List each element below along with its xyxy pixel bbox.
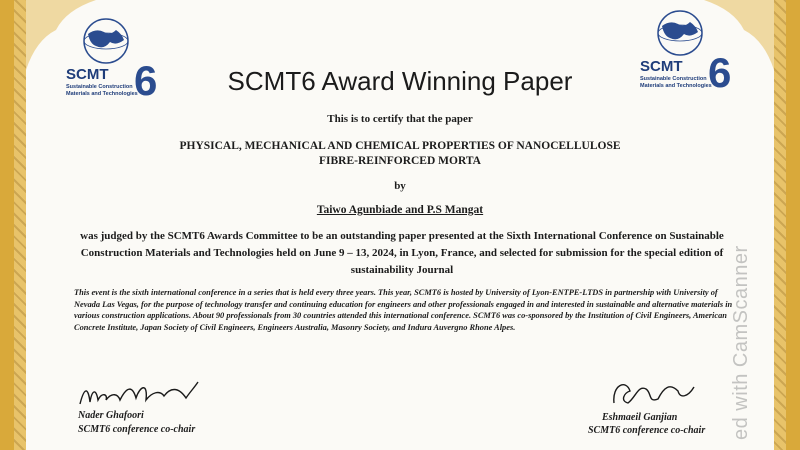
paper-title-line1: PHYSICAL, MECHANICAL AND CHEMICAL PROPERTIES OF NANOCELLULOSE (179, 140, 621, 152)
logo-acronym: SCMT (640, 58, 683, 75)
paper-title-line2: FIBRE-REINFORCED MORTA (319, 155, 481, 167)
logo-subtitle: Sustainable Construction Materials and Technologies (640, 76, 712, 89)
signature-role-left: SCMT6 conference co-chair (78, 424, 196, 435)
by-line: by (394, 180, 406, 192)
event-description: This event is the sixth international conference in a series that is held every three years. This year, SCMT6 is hosted by University of Lyon-ENTPE-LTDS in partnership with University of Nevada Las Vegas, for the purpose of technology transfer and continuing education for engineers and other professionals engaged in and interested in sustainable and alternative materials in various construction applications. About 90 professionals from 30 countries attended this international conference. SCMT6 was co-sponsored by the Institution of Civil Engineers, American Concrete Institute, Japan Society of Civil Engineers, Engineers Australia, Masonry Society, and Indura Auvergno Rhone Alpes. (74, 288, 733, 332)
certify-line: This is to certify that the paper (327, 113, 473, 125)
signature-name-right: Eshmaeil Ganjian (602, 412, 678, 423)
camscanner-watermark: ed with CamScanner (730, 245, 752, 440)
authors: Taiwo Agunbiade and P.S Mangat (316, 204, 484, 216)
certificate-title: SCMT6 Award Winning Paper (227, 66, 573, 96)
logo-subtitle: Sustainable Construction Materials and Technologies (66, 84, 138, 97)
signature-icon (608, 375, 708, 411)
signature-role-right: SCMT6 conference co-chair (588, 425, 706, 436)
judged-statement: was judged by the SCMT6 Awards Committee to be an outstanding paper presented at the Sixth International Conference on Sustainable Construction Materials and Technologies held on June 9 – 13, 2024, in Lyon, France, and selected for submission for the special edition of sustainability Journal (80, 230, 724, 276)
signature-icon (78, 378, 208, 412)
signature-name-left: Nader Ghafoori (78, 410, 144, 421)
logo-number: 6 (134, 57, 158, 104)
logo-acronym: SCMT (66, 66, 109, 83)
logo-number: 6 (708, 49, 732, 96)
paper-title (150, 139, 650, 169)
scmt6-logo-right (640, 8, 740, 98)
